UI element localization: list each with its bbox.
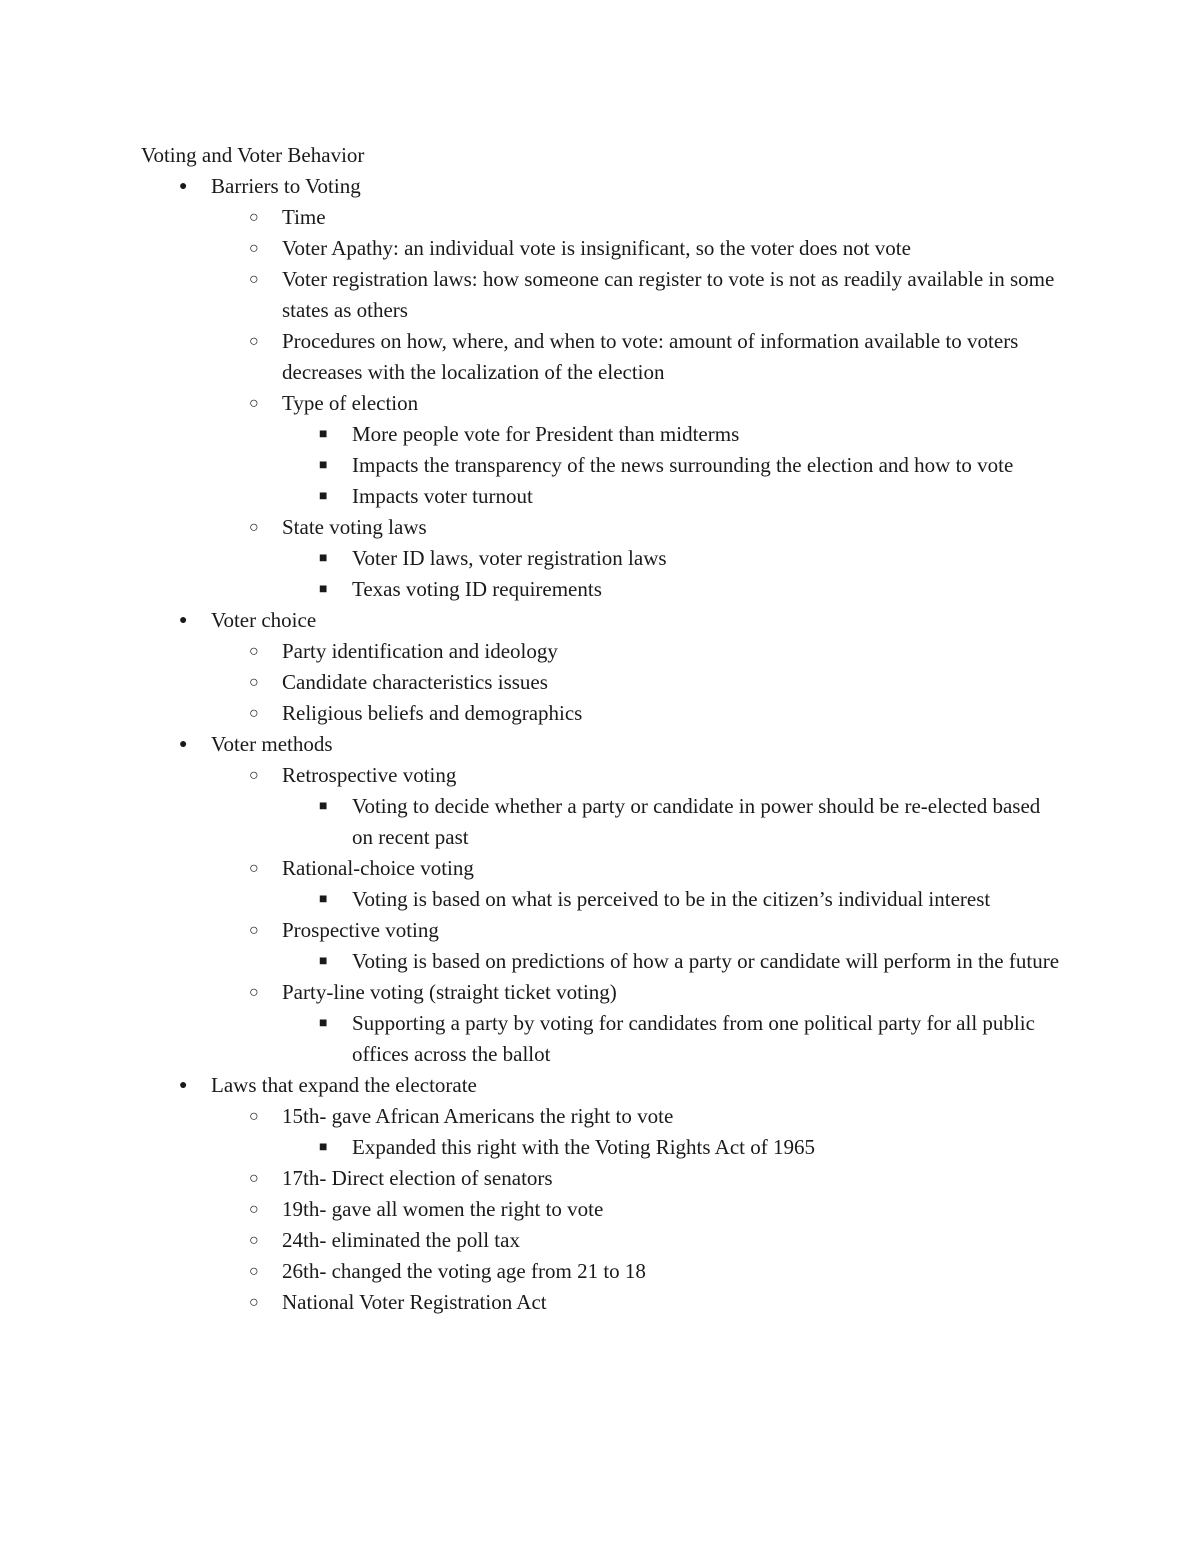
- list-item: ■ More people vote for President than midterms: [141, 419, 1061, 450]
- document-title: Voting and Voter Behavior: [141, 143, 365, 167]
- bullet-circle-icon: ○: [249, 209, 259, 226]
- bullet-circle-icon: ○: [249, 643, 259, 660]
- list-item: ● Voter methods: [141, 729, 1061, 760]
- document-page: [141, 140, 1061, 1318]
- list-item: ○ Retrospective voting: [141, 760, 1061, 791]
- list-item: ○ Voter registration laws: how someone can register to vote is not as readily available in some states as others: [141, 264, 1061, 326]
- bullet-circle-icon: ○: [249, 860, 259, 877]
- bullet-circle-icon: ○: [249, 674, 259, 691]
- bullet-circle-icon: ○: [249, 271, 259, 288]
- list-item: ● Voter choice: [141, 605, 1061, 636]
- bullet-circle-icon: ○: [249, 922, 259, 939]
- bullet-circle-icon: ○: [249, 1201, 259, 1218]
- bullet-circle-icon: ○: [249, 519, 259, 536]
- bullet-circle-icon: ○: [249, 240, 259, 257]
- bullet-circle-icon: ○: [249, 333, 259, 350]
- bullet-circle-icon: ○: [249, 1232, 259, 1249]
- list-item: ● Laws that expand the electorate: [141, 1070, 1061, 1101]
- bullet-square-icon: ■: [319, 892, 328, 907]
- bullet-square-icon: ■: [319, 799, 328, 814]
- list-item: ○ Procedures on how, where, and when to vote: amount of information available to voters decreases with the localization of the election: [141, 326, 1061, 388]
- bullet-square-icon: ■: [319, 954, 328, 969]
- bullet-square-icon: ■: [319, 551, 328, 566]
- bullet-circle-icon: ○: [249, 767, 259, 784]
- list-item: ■ Voting to decide whether a party or candidate in power should be re-elected based on recent past: [141, 791, 1061, 853]
- bullet-square-icon: ■: [319, 1016, 328, 1031]
- list-item: ■ Voting is based on what is perceived to be in the citizen’s individual interest: [141, 884, 1061, 915]
- list-item: ○ 26th- changed the voting age from 21 to 18: [141, 1256, 1061, 1287]
- bullet-circle-icon: ○: [249, 1263, 259, 1280]
- bullet-dot-icon: ●: [179, 179, 188, 194]
- list-item: ○ 24th- eliminated the poll tax: [141, 1225, 1061, 1256]
- list-item: ■ Supporting a party by voting for candidates from one political party for all public offices across the ballot: [141, 1008, 1061, 1070]
- list-item: ○ Time: [141, 202, 1061, 233]
- list-item: ■ Expanded this right with the Voting Rights Act of 1965: [141, 1132, 1061, 1163]
- list-item: ○ 17th- Direct election of senators: [141, 1163, 1061, 1194]
- list-item: ○ Voter Apathy: an individual vote is insignificant, so the voter does not vote: [141, 233, 1061, 264]
- list-item: ○ 15th- gave African Americans the right to vote: [141, 1101, 1061, 1132]
- list-item: ○ Rational-choice voting: [141, 853, 1061, 884]
- list-item: ■ Voting is based on predictions of how a party or candidate will perform in the future: [141, 946, 1061, 977]
- bullet-circle-icon: ○: [249, 395, 259, 412]
- list-item: ● Barriers to Voting: [141, 171, 1061, 202]
- list-item: ○ 19th- gave all women the right to vote: [141, 1194, 1061, 1225]
- bullet-dot-icon: ●: [179, 1078, 188, 1093]
- outline-list: [141, 171, 1061, 1318]
- list-item: ○ State voting laws: [141, 512, 1061, 543]
- bullet-circle-icon: ○: [249, 1170, 259, 1187]
- list-item: ■ Voter ID laws, voter registration laws: [141, 543, 1061, 574]
- list-item: ■ Texas voting ID requirements: [141, 574, 1061, 605]
- list-item: ○ Type of election: [141, 388, 1061, 419]
- list-item: ○ Party identification and ideology: [141, 636, 1061, 667]
- bullet-square-icon: ■: [319, 489, 328, 504]
- bullet-dot-icon: ●: [179, 737, 188, 752]
- list-item: ○ Party-line voting (straight ticket voting): [141, 977, 1061, 1008]
- bullet-circle-icon: ○: [249, 984, 259, 1001]
- list-item: ■ Impacts voter turnout: [141, 481, 1061, 512]
- bullet-circle-icon: ○: [249, 705, 259, 722]
- list-item: ○ National Voter Registration Act: [141, 1287, 1061, 1318]
- bullet-square-icon: ■: [319, 1140, 328, 1155]
- list-item: ○ Prospective voting: [141, 915, 1061, 946]
- bullet-circle-icon: ○: [249, 1108, 259, 1125]
- bullet-dot-icon: ●: [179, 613, 188, 628]
- bullet-circle-icon: ○: [249, 1294, 259, 1311]
- list-item: ○ Candidate characteristics issues: [141, 667, 1061, 698]
- bullet-square-icon: ■: [319, 582, 328, 597]
- bullet-square-icon: ■: [319, 458, 328, 473]
- bullet-square-icon: ■: [319, 427, 328, 442]
- list-item: ○ Religious beliefs and demographics: [141, 698, 1061, 729]
- list-item: ■ Impacts the transparency of the news surrounding the election and how to vote: [141, 450, 1061, 481]
